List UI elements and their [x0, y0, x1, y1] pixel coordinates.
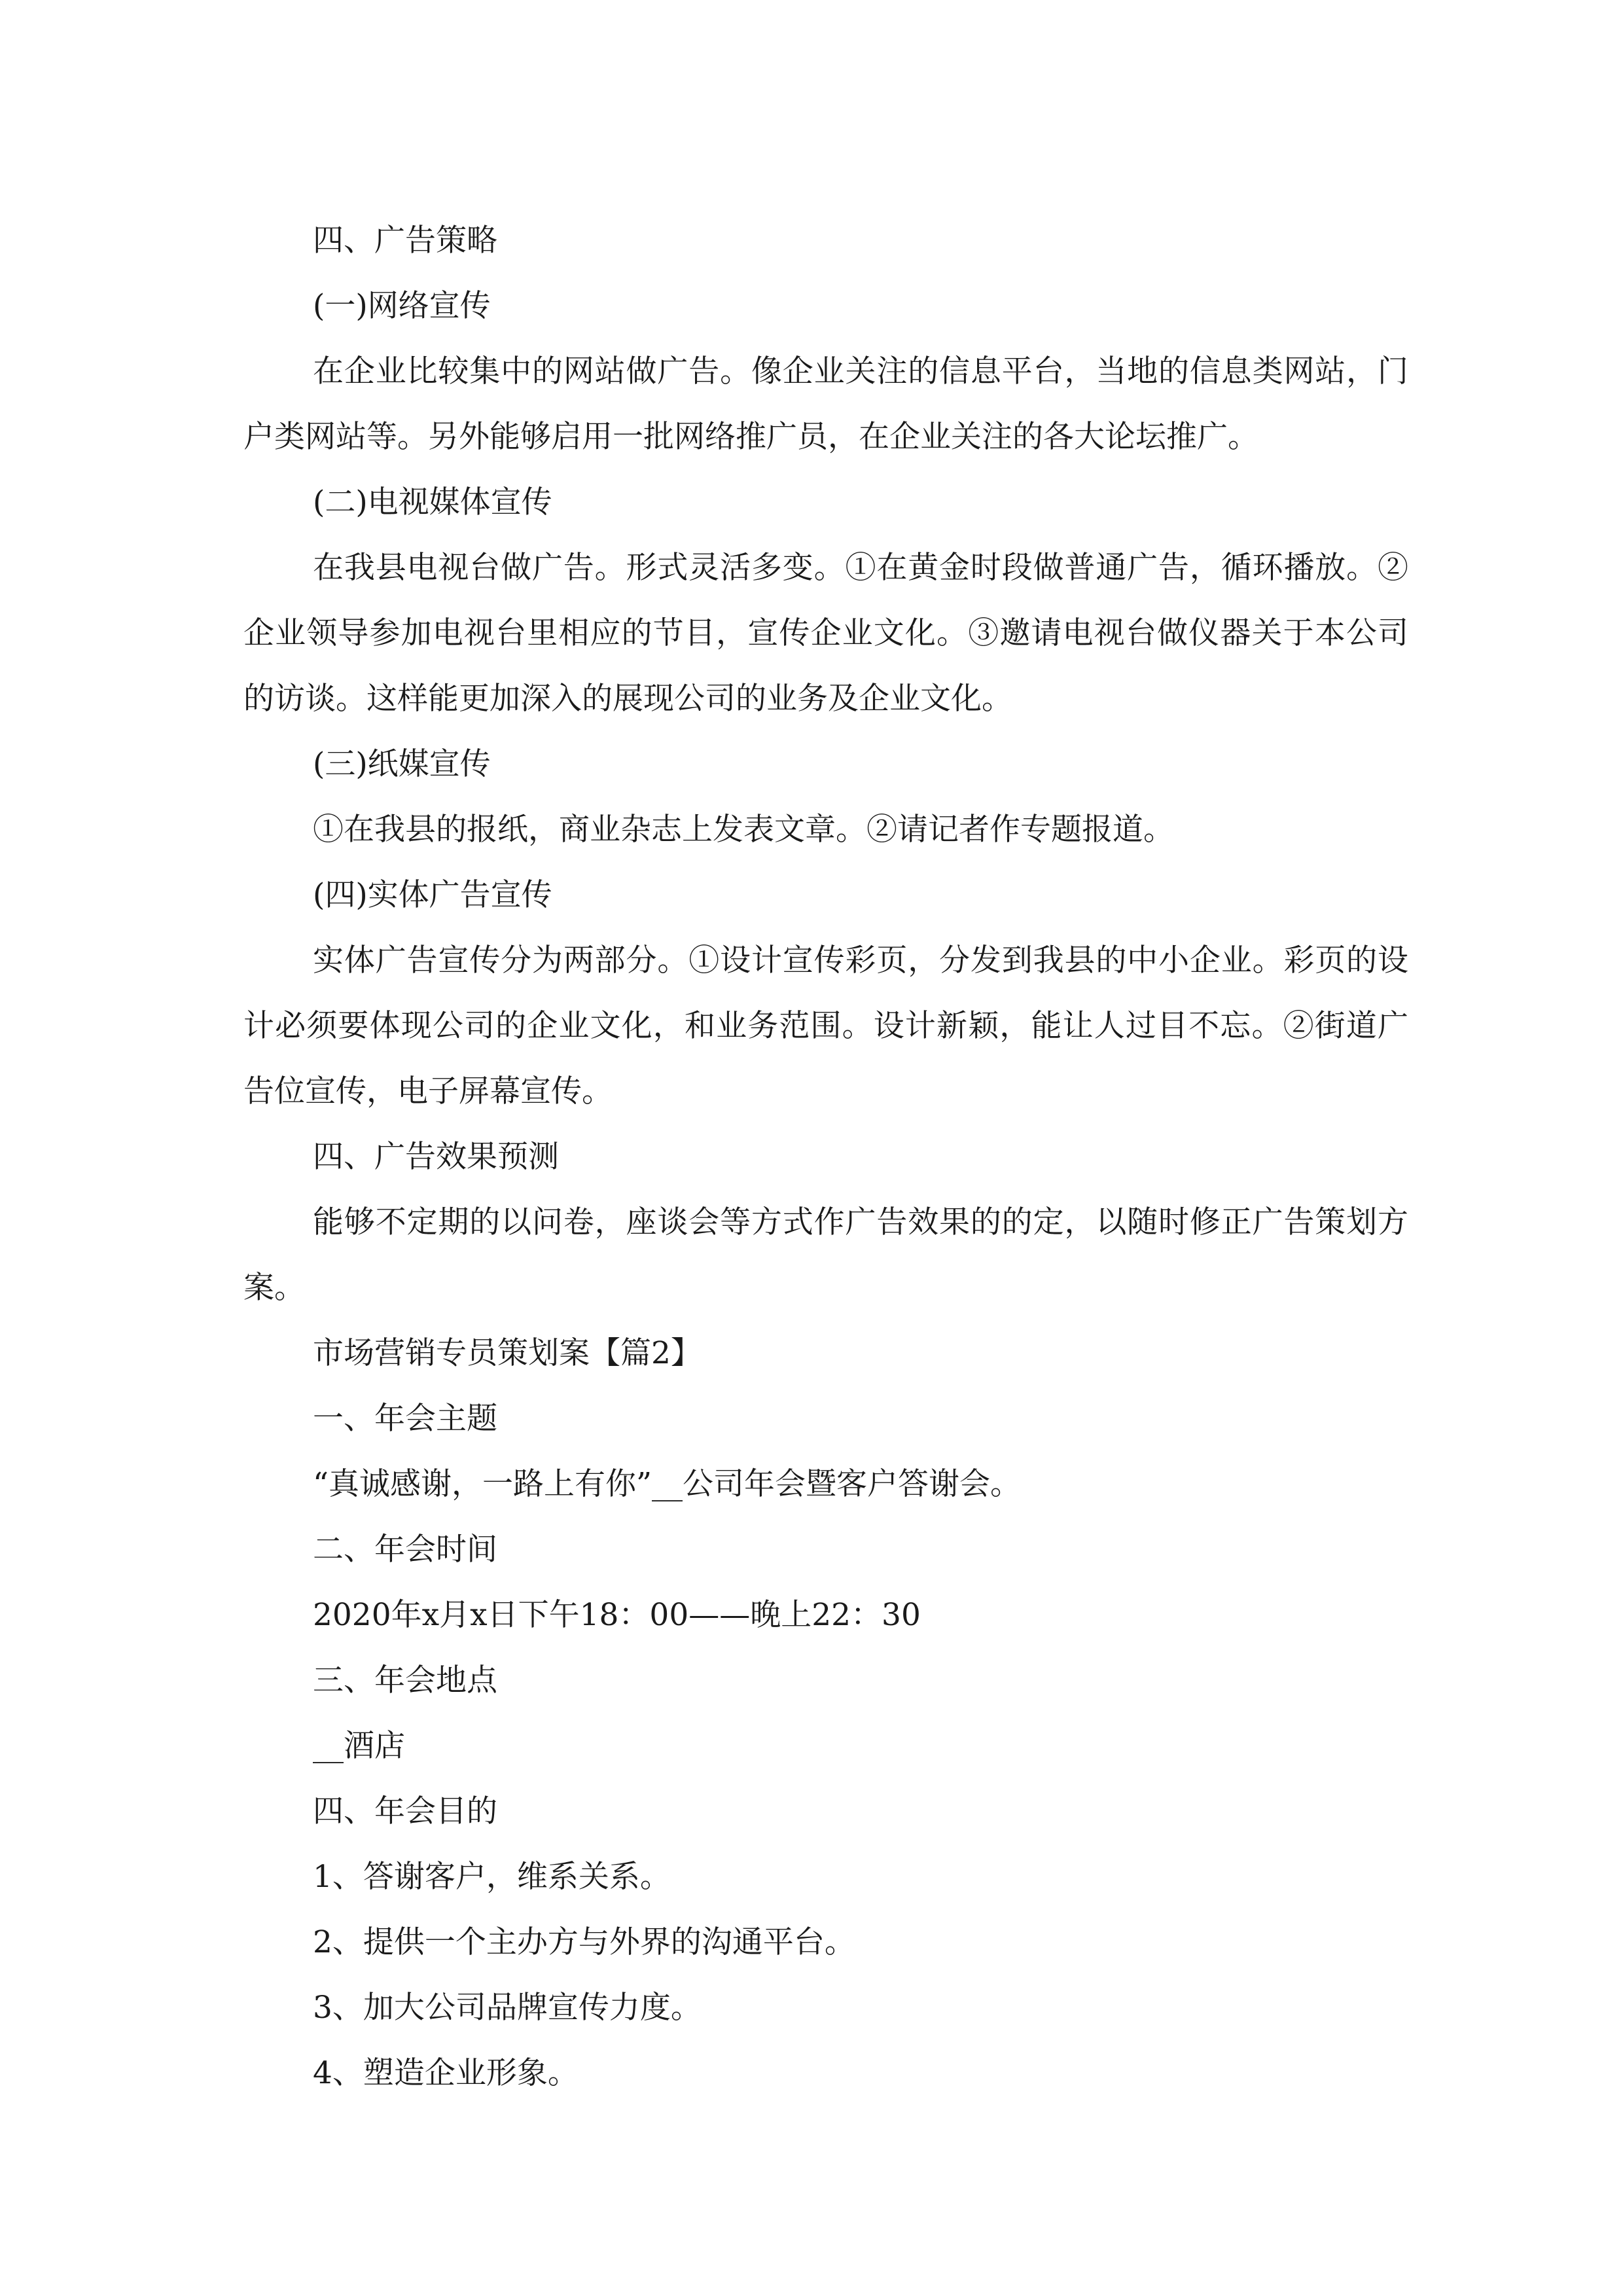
subheading-tv-media: (二)电视媒体宣传: [313, 484, 552, 520]
paragraph-print-media: ①在我县的报纸，商业杂志上发表文章。②请记者作专题报道。: [313, 812, 1174, 848]
paragraph-online-promotion: 在企业比较集中的网站做广告。像企业关注的信息平台，当地的信息类网站，门户类网站等。另外能够启用一批网络推广员，在企业关注的各大论坛推广。: [243, 353, 1408, 455]
list-item-purpose-2: 2、提供一个主办方与外界的沟通平台。: [313, 1924, 855, 1960]
article-title-part-2: 市场营销专员策划案【篇2】: [313, 1335, 702, 1371]
section-heading-ad-strategy: 四、广告策略: [313, 223, 497, 259]
section-heading-location: 三、年会地点: [313, 1662, 497, 1698]
list-item-purpose-1: 1、答谢客户，维系关系。: [313, 1859, 671, 1895]
paragraph-time: 2020年x月x日下午18：00——晚上22：30: [313, 1597, 921, 1633]
subheading-physical-ads: (四)实体广告宣传: [313, 877, 552, 913]
list-item-purpose-3: 3、加大公司品牌宣传力度。: [313, 1990, 702, 2026]
paragraph-location: __酒店: [313, 1728, 405, 1764]
section-heading-time: 二、年会时间: [313, 1532, 497, 1568]
paragraph-physical-ads: 实体广告宣传分为两部分。①设计宣传彩页，分发到我县的中小企业。彩页的设计必须要体现公司的企业文化，和业务范围。设计新颖，能让人过目不忘。②街道广告位宣传，电子屏幕宣传。: [243, 942, 1408, 1109]
section-heading-purpose: 四、年会目的: [313, 1793, 497, 1829]
section-heading-theme: 一、年会主题: [313, 1401, 497, 1437]
subheading-print-media: (三)纸媒宣传: [313, 746, 491, 782]
paragraph-ad-effect: 能够不定期的以问卷，座谈会等方式作广告效果的的定，以随时修正广告策划方案。: [243, 1204, 1408, 1306]
subheading-online-promotion: (一)网络宣传: [313, 288, 491, 324]
document-body: [243, 208, 1408, 2106]
paragraph-tv-media: 在我县电视台做广告。形式灵活多变。①在黄金时段做普通广告，循环播放。②企业领导参加电视台里相应的节目，宣传企业文化。③邀请电视台做仪器关于本公司的访谈。这样能更加深入的展现公司的业务及企业文化。: [243, 550, 1408, 717]
list-item-purpose-4: 4、塑造企业形象。: [313, 2055, 579, 2091]
section-heading-ad-effect: 四、广告效果预测: [313, 1139, 559, 1175]
paragraph-theme: “真诚感谢，一路上有你”__公司年会暨客户答谢会。: [313, 1466, 1022, 1502]
